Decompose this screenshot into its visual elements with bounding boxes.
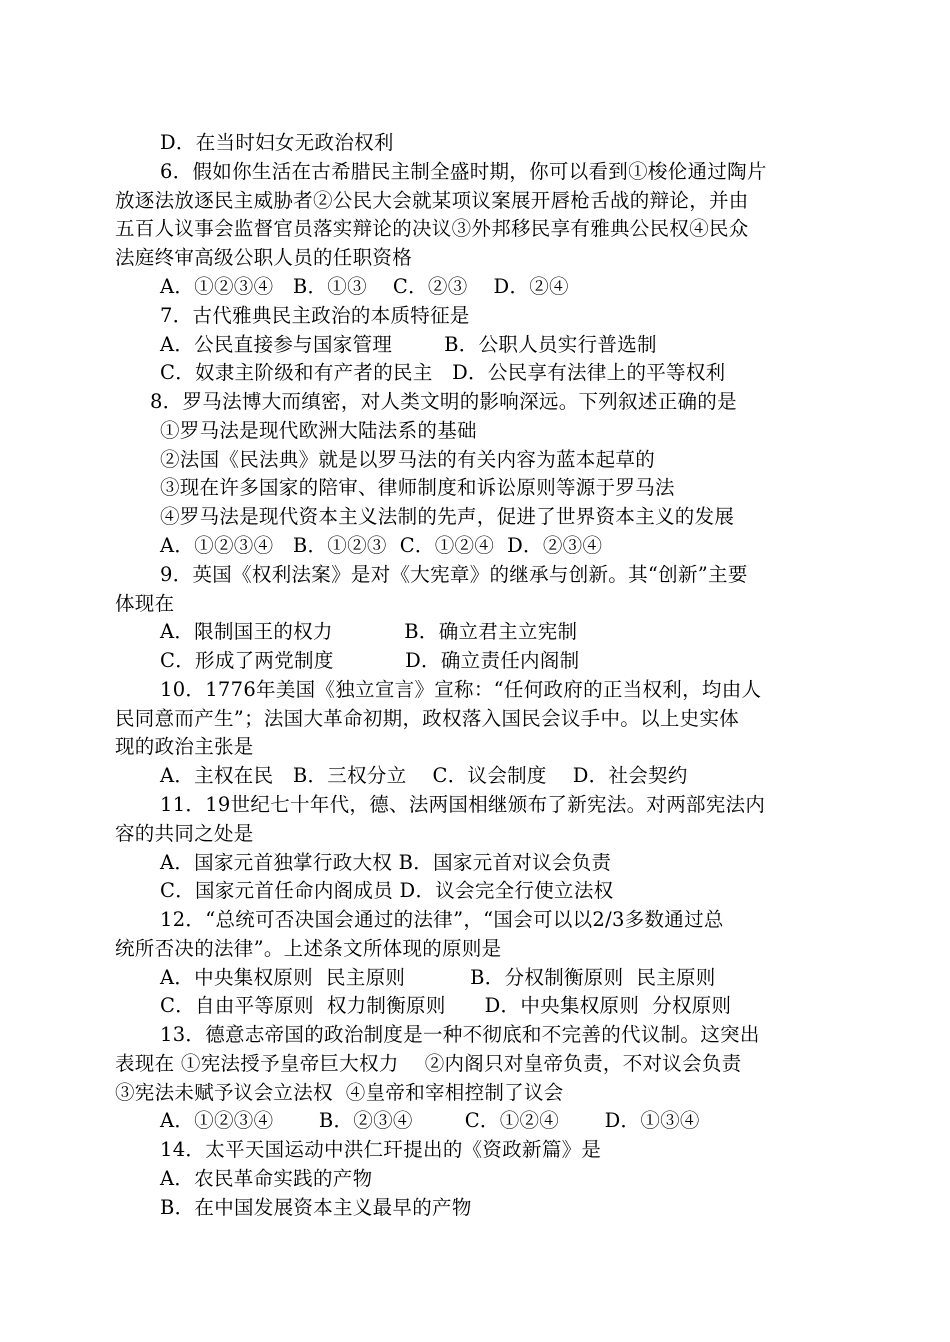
question-11-options-ab: A．国家元首独掌行政大权 B．国家元首对议会负责 (160, 851, 612, 874)
question-8-item-1: ①罗马法是现代欧洲大陆法系的基础 (160, 419, 477, 442)
question-9-options-cd: C．形成了两党制度 D．确立责任内阁制 (160, 649, 580, 672)
question-6-line-3: 五百人议事会监督官员落实辩论的决议③外邦移民享有雅典公民权④民众 (115, 217, 749, 240)
question-12-options-ab: A．中央集权原则 民主原则 B．分权制衡原则 民主原则 (160, 966, 716, 989)
question-8-item-4: ④罗马法是现代资本主义法制的先声，促进了世界资本主义的发展 (160, 505, 735, 528)
question-13-options: A．①②③④ B．②③④ C．①②④ D．①③④ (160, 1109, 700, 1132)
question-8: 8．罗马法博大而缜密，对人类文明的影响深远。下列叙述正确的是 (150, 390, 737, 413)
question-8-options: A．①②③④ B．①②③ C．①②④ D．②③④ (160, 534, 603, 557)
question-14: 14．太平天国运动中洪仁玕提出的《资政新篇》是 (160, 1138, 602, 1161)
question-6-options: A．①②③④ B．①③ C．②③ D．②④ (160, 275, 569, 298)
question-7: 7．古代雅典民主政治的本质特征是 (160, 304, 470, 327)
question-9-line-2: 体现在 (115, 592, 175, 615)
question-12-options-cd: C．自由平等原则 权力制衡原则 D．中央集权原则 分权原则 (160, 994, 732, 1017)
question-10-line-3: 现的政治主张是 (115, 735, 254, 758)
question-11-line-2: 容的共同之处是 (115, 822, 254, 845)
question-6-line-2: 放逐法放逐民主威胁者②公民大会就某项议案展开唇枪舌战的辩论，并由 (115, 189, 749, 212)
question-13: 13．德意志帝国的政治制度是一种不彻底和不完善的代议制。这突出 (160, 1023, 760, 1046)
question-11-options-cd: C．国家元首任命内阁成员 D．议会完全行使立法权 (160, 879, 614, 902)
question-8-item-2: ②法国《民法典》就是以罗马法的有关内容为蓝本起草的 (160, 448, 656, 471)
question-11: 11．19世纪七十年代，德、法两国相继颁布了新宪法。对两部宪法内 (160, 793, 766, 816)
question-6-line-4: 法庭终审高级公职人员的任职资格 (115, 246, 413, 269)
option-5d: D．在当时妇女无政治权利 (160, 131, 394, 154)
question-13-line-2: 表现在 ①宪法授予皇帝巨大权力 ②内阁只对皇帝负责，不对议会负责 (115, 1052, 742, 1075)
question-7-options-cd: C．奴隶主阶级和有产者的民主 D．公民享有法律上的平等权利 (160, 361, 726, 384)
question-9: 9．英国《权利法案》是对《大宪章》的继承与创新。其“创新”主要 (160, 563, 748, 586)
question-9-options-ab: A．限制国王的权力 B．确立君主立宪制 (160, 620, 578, 643)
question-13-line-3: ③宪法未赋予议会立法权 ④皇帝和宰相控制了议会 (115, 1081, 564, 1104)
question-14-option-b: B．在中国发展资本主义最早的产物 (160, 1196, 472, 1219)
question-12: 12．“总统可否决国会通过的法律”，“国会可以以2/3多数通过总 (160, 908, 724, 931)
question-10: 10．1776年美国《独立宣言》宣称：“任何政府的正当权利，均由人 (160, 678, 762, 701)
question-14-option-a: A．农民革命实践的产物 (160, 1167, 373, 1190)
question-6: 6．假如你生活在古希腊民主制全盛时期，你可以看到①梭伦通过陶片 (160, 160, 767, 183)
question-10-line-2: 民同意而产生”；法国大革命初期，政权落入国民会议手中。以上史实体 (115, 707, 740, 730)
question-7-options-ab: A．公民直接参与国家管理 B．公职人员实行普选制 (160, 333, 657, 356)
question-8-item-3: ③现在许多国家的陪审、律师制度和诉讼原则等源于罗马法 (160, 476, 675, 499)
question-10-options: A．主权在民 B．三权分立 C．议会制度 D．社会契约 (160, 764, 688, 787)
question-12-line-2: 统所否决的法律”。上述条文所体现的原则是 (115, 937, 502, 960)
